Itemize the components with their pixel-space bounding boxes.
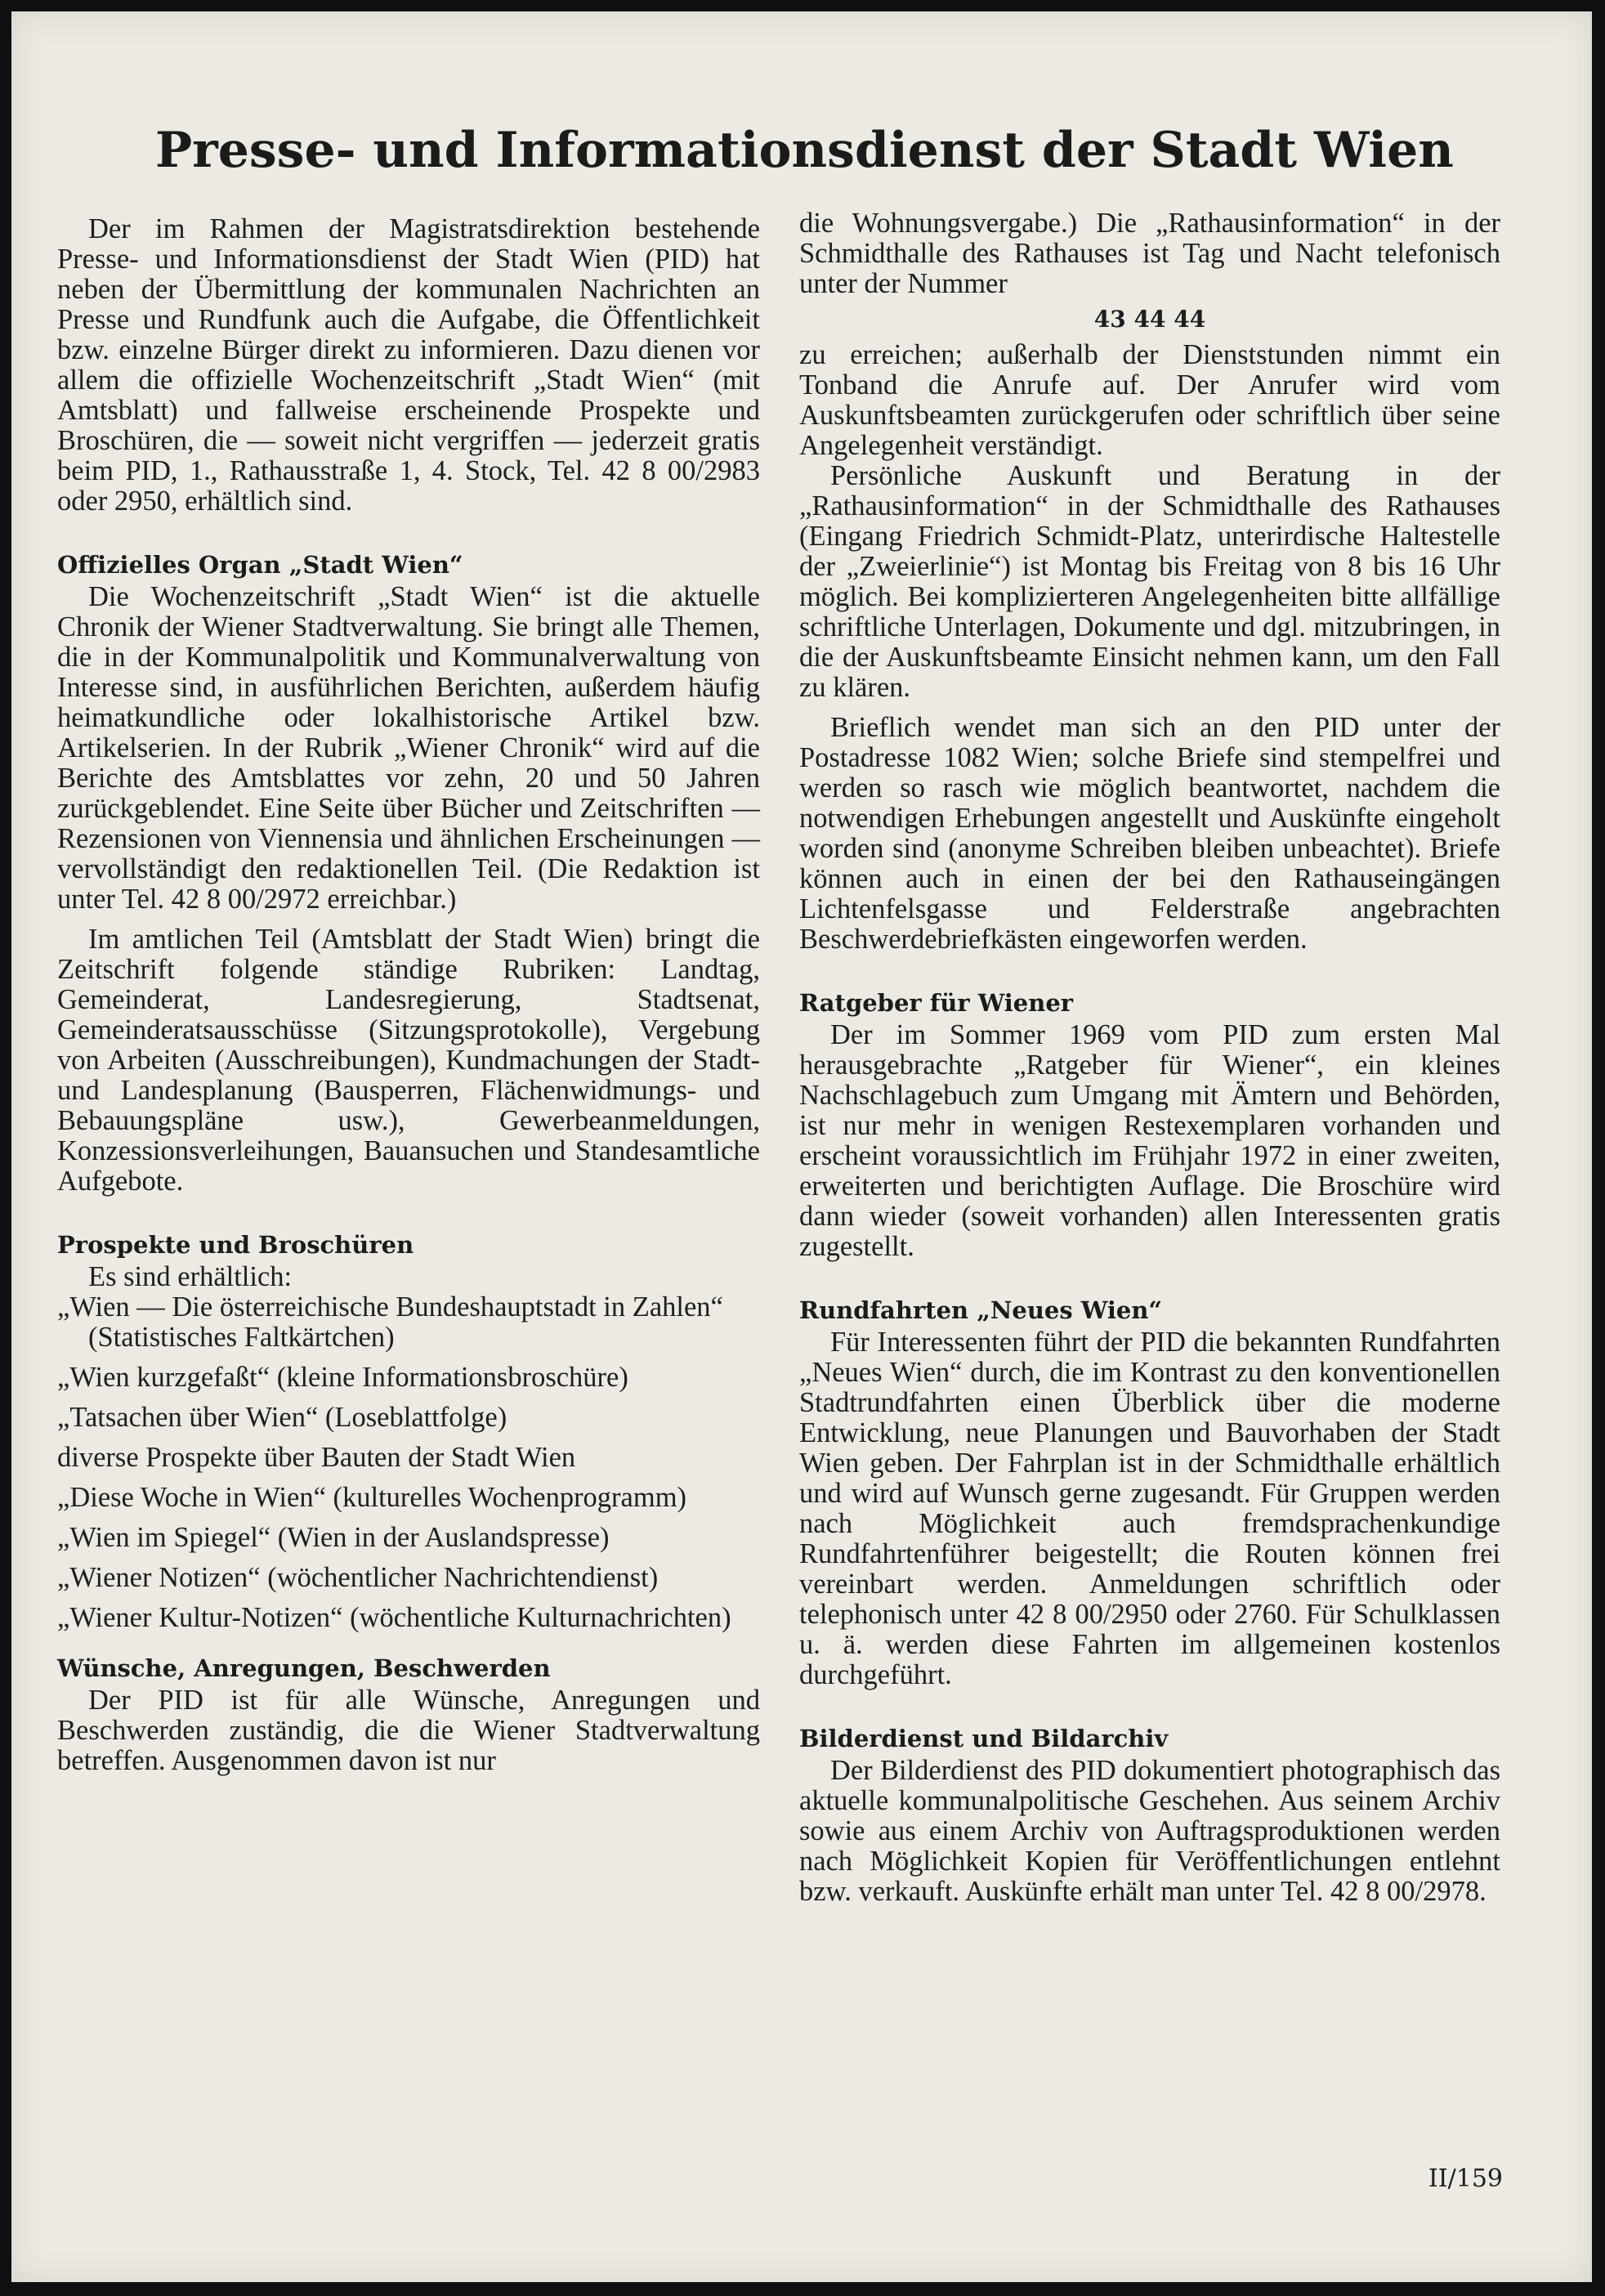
list-item: „Wiener Notizen“ (wöchentlicher Nachrichtendienst) xyxy=(57,1562,659,1593)
prospekte-intro: Es sind erhältlich: xyxy=(88,1261,293,1292)
section-heading-rundfahrten: Rundfahrten „Neues Wien“ xyxy=(799,1296,1163,1324)
rundfahrten-paragraph: Für Interessenten führt der PID die bekannten Rundfahrten „Neues Wien“ durch, die im Kontrast zu den konventionellen Stadtrundfahrten einen Überblick über die moderne Entwicklung, neue Planungen und Bauvorhaben der Stadt Wien geben. Der Fahrplan ist in der Schmidthalle erhältlich und wird auf Wunsch gerne zugesandt. Für Gruppen werden nach Möglichkeit auch fremdsprachenkundige Rundfahrtenführer beigestellt; die Routen können frei vereinbart werden. Anmeldungen schriftlich oder telephonisch unter 42 8 00/2950 oder 2760. Für Schulklassen u. ä. werden diese Fahrten im allgemeinen kostenlos durchgeführt. xyxy=(799,1327,1500,1690)
page-number: II/159 xyxy=(1428,2164,1503,2193)
list-item: „Diese Woche in Wien“ (kulturelles Wochenprogramm) xyxy=(57,1482,687,1513)
brieflich-paragraph: Brieflich wendet man sich an den PID unter der Postadresse 1082 Wien; solche Briefe sind stempelfrei und werden so rasch wie möglich beantwortet, nachdem die notwendigen Erhebungen angestellt und Auskünfte eingeholt worden sind (anonyme Schreiben bleiben unbeachtet). Briefe können auch in einen der bei den Rathauseingängen Lichtenfelsgasse und Felderstraße angebrachten Beschwerdebriefkästen eingeworfen werden. xyxy=(799,712,1500,955)
left-column xyxy=(57,214,760,1776)
list-item: diverse Prospekte über Bauten der Stadt Wien xyxy=(57,1442,576,1473)
section-heading-ratgeber: Ratgeber für Wiener xyxy=(799,989,1074,1017)
right-column xyxy=(799,208,1500,1907)
section-heading-prospekte: Prospekte und Broschüren xyxy=(57,1231,414,1259)
list-item-text: „Wien — Die österreichische Bundeshauptstadt in Zahlen“ xyxy=(57,1291,723,1323)
continued-paragraph-2: zu erreichen; außerhalb der Dienststunden nimmt ein Tonband die Anrufe auf. Der Anrufer wird vom Auskunftsbeamten zurückgerufen oder schriftlich über seine Angelegenheit verständigt. xyxy=(799,339,1500,461)
auskunft-paragraph: Persönliche Auskunft und Beratung in der „Rathausinformation“ in der Schmidthalle des Rathauses (Eingang Friedrich Schmidt-Platz, unterirdische Haltestelle der „Zweierlinie“) ist Montag bis Freitag von 8 bis 16 Uhr möglich. Bei komplizierteren Angelegenheiten bitte allfällige schriftliche Unterlagen, Dokumente und dgl. mitzubringen, in die der Auskunftsbeamte Einsicht nehmen kann, um den Fall zu klären. xyxy=(799,460,1500,703)
organ-paragraph-2: Im amtlichen Teil (Amtsblatt der Stadt Wien) bringt die Zeitschrift folgende ständige Rubriken: Landtag, Gemeinderat, Landesregierung, Stadtsenat, Gemeinderatsausschüsse (Sitzungsprotokolle), Vergebung von Arbeiten (Ausschreibungen), Kundmachungen der Stadt- und Landesplanung (Bausperren, Flächenwidmungs- und Bebauungspläne usw.), Gewerbeanmeldungen, Konzessionsverleihungen, Bauansuchen und Standesamtliche Aufgebote. xyxy=(57,924,760,1197)
section-heading-bilderdienst: Bilderdienst und Bildarchiv xyxy=(799,1725,1169,1752)
continued-paragraph: die Wohnungsvergabe.) Die „Rathausinformation“ in der Schmidthalle des Rathauses ist Tag und Nacht telefonisch unter der Nummer xyxy=(799,208,1500,299)
organ-paragraph-1: Die Wochenzeitschrift „Stadt Wien“ ist die aktuelle Chronik der Wiener Stadtverwaltung. Sie bringt alle Themen, die in der Kommunalpolitik und Kommunalverwaltung von Interesse sind, in ausführlichen Berichten, außerdem häufig heimatkundliche oder lokalhistorische Artikel bzw. Artikelserien. In der Rubrik „Wiener Chronik“ wird auf die Berichte des Amtsblattes vor zehn, 20 und 50 Jahren zurückgeblendet. Eine Seite über Bücher und Zeitschriften — Rezensionen von Viennensia und ähnlichen Erscheinungen — vervollständigt den redaktionellen Teil. (Die Redaktion ist unter Tel. 42 8 00/2972 erreichbar.) xyxy=(57,581,760,915)
page-title: Presse- und Informationsdienst der Stadt Wien xyxy=(155,122,1454,179)
bilderdienst-paragraph: Der Bilderdienst des PID dokumentiert photographisch das aktuelle kommunalpolitische Geschehen. Aus seinem Archiv sowie aus einem Archiv von Auftragsproduktionen werden nach Möglichkeit Kopien für Veröffentlichungen entlehnt bzw. verkauft. Auskünfte erhält man unter Tel. 42 8 00/2978. xyxy=(799,1755,1500,1907)
list-item: „Wiener Kultur-Notizen“ (wöchentliche Kulturnachrichten) xyxy=(57,1602,731,1633)
intro-paragraph: Der im Rahmen der Magistratsdirektion bestehende Presse- und Informationsdienst der Stadt Wien (PID) hat neben der Übermittlung der kommunalen Nachrichten an Presse und Rundfunk auch die Aufgabe, die Öffentlichkeit bzw. einzelne Bürger direkt zu informieren. Dazu dienen vor allem die offizielle Wochenzeitschrift „Stadt Wien“ (mit Amtsblatt) und fallweise erscheinende Prospekte und Broschüren, die — soweit nicht vergriffen — jederzeit gratis beim PID, 1., Rathausstraße 1, 4. Stock, Tel. 42 8 00/2983 oder 2950, erhältlich sind. xyxy=(57,213,760,517)
phone-number: 43 44 44 xyxy=(1093,306,1206,333)
section-heading-offizielles-organ: Offizielles Organ „Stadt Wien“ xyxy=(57,551,463,579)
list-item: „Wien kurzgefaßt“ (kleine Informationsbroschüre) xyxy=(57,1362,628,1393)
list-item: „Tatsachen über Wien“ (Loseblattfolge) xyxy=(57,1402,507,1433)
wuensche-paragraph: Der PID ist für alle Wünsche, Anregungen und Beschwerden zuständig, die die Wiener Stadtverwaltung betreffen. Ausgenommen davon ist nur xyxy=(57,1685,760,1776)
list-item-subtext: (Statistisches Faltkärtchen) xyxy=(88,1322,395,1353)
ratgeber-paragraph: Der im Sommer 1969 vom PID zum ersten Mal herausgebrachte „Ratgeber für Wiener“, ein kleines Nachschlagebuch zum Umgang mit Ämtern und Behörden, ist nur mehr in wenigen Restexemplaren vorhanden und erscheint voraussichtlich im Frühjahr 1972 in einer zweiten, erweiterten und berichtigten Auflage. Die Broschüre wird dann wieder (soweit vorhanden) allen Interessenten gratis zugestellt. xyxy=(799,1019,1500,1262)
list-item xyxy=(57,1292,760,1353)
list-item: „Wien im Spiegel“ (Wien in der Auslandspresse) xyxy=(57,1522,610,1553)
prospekte-list xyxy=(57,1292,760,1633)
section-heading-wuensche: Wünsche, Anregungen, Beschwerden xyxy=(57,1654,551,1682)
